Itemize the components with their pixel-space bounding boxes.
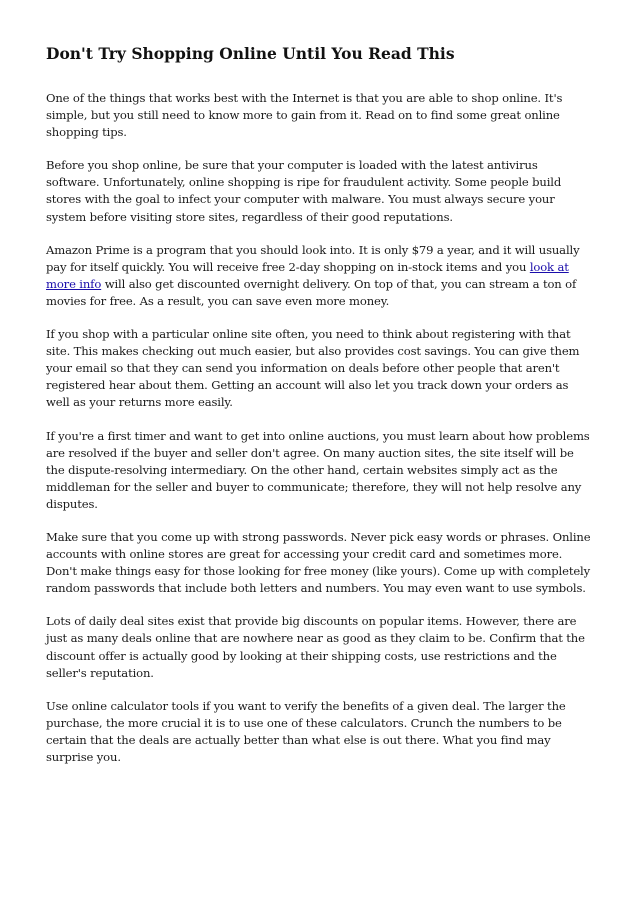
paragraph-1: One of the things that works best with the Internet is that you are able to shop online. It's simple, but you still need to know more to gain from it. Read on to find some great online shopping tips. xyxy=(46,91,563,140)
paragraph-3-text-before: Amazon Prime is a program that you should look into. It is only $79 a year, and it will usually pay for itself quickly. You will receive free 2-day shopping on in-stock items and you xyxy=(46,242,580,274)
paragraph-3 xyxy=(46,242,594,310)
paragraph-8: Use online calculator tools if you want to verify the benefits of a given deal. The larger the purchase, the more crucial it is to use one of these calculators. Crunch the numbers to be certain that the deals are actually better than what else is out there. What you find may surprise you. xyxy=(46,698,566,764)
paragraph-4: If you shop with a particular online site often, you need to think about registering with that site. This makes checking out much easier, but also provides cost savings. You can give them your email so that they can send you information on deals before other people that aren't registered hear about them. Getting an account will also let you track down your orders as well as your returns more easily. xyxy=(46,327,580,410)
paragraph-3-text-after: will also get discounted overnight delivery. On top of that, you can stream a ton of movies for free. As a result, you can save even more money. xyxy=(46,276,577,308)
look-at-more-info-link[interactable]: look at more info xyxy=(46,259,569,291)
paragraph-7: Lots of daily deal sites exist that provide big discounts on popular items. However, there are just as many deals online that are nowhere near as good as they claim to be. Confirm that the discount offer is actually good by looking at their shipping costs, use restrictions and the seller's reputation. xyxy=(46,614,585,680)
paragraph-2: Before you shop online, be sure that your computer is loaded with the latest antivirus software. Unfortunately, online shopping is ripe for fraudulent activity. Some people build stores with the goal to infect your computer with malware. You must always secure your system before visiting store sites, regardless of their good reputations. xyxy=(46,158,562,224)
paragraph-6: Make sure that you come up with strong passwords. Never pick easy words or phrases. Online accounts with online stores are great for accessing your credit card and sometimes more. Don't make things easy for those looking for free money (like yours). Come up with completely random passwords that include both letters and numbers. You may even want to use symbols. xyxy=(46,529,591,596)
document-title: Don't Try Shopping Online Until You Read This xyxy=(46,44,455,63)
document-page xyxy=(46,44,594,782)
paragraph-5: If you're a first timer and want to get into online auctions, you must learn about how problems are resolved if the buyer and seller don't agree. On many auction sites, the site itself will be the dispute-resolving intermediary. On the other hand, certain websites simply act as the middleman for the seller and buyer to communicate; therefore, they will not help resolve any disputes. xyxy=(46,428,590,511)
